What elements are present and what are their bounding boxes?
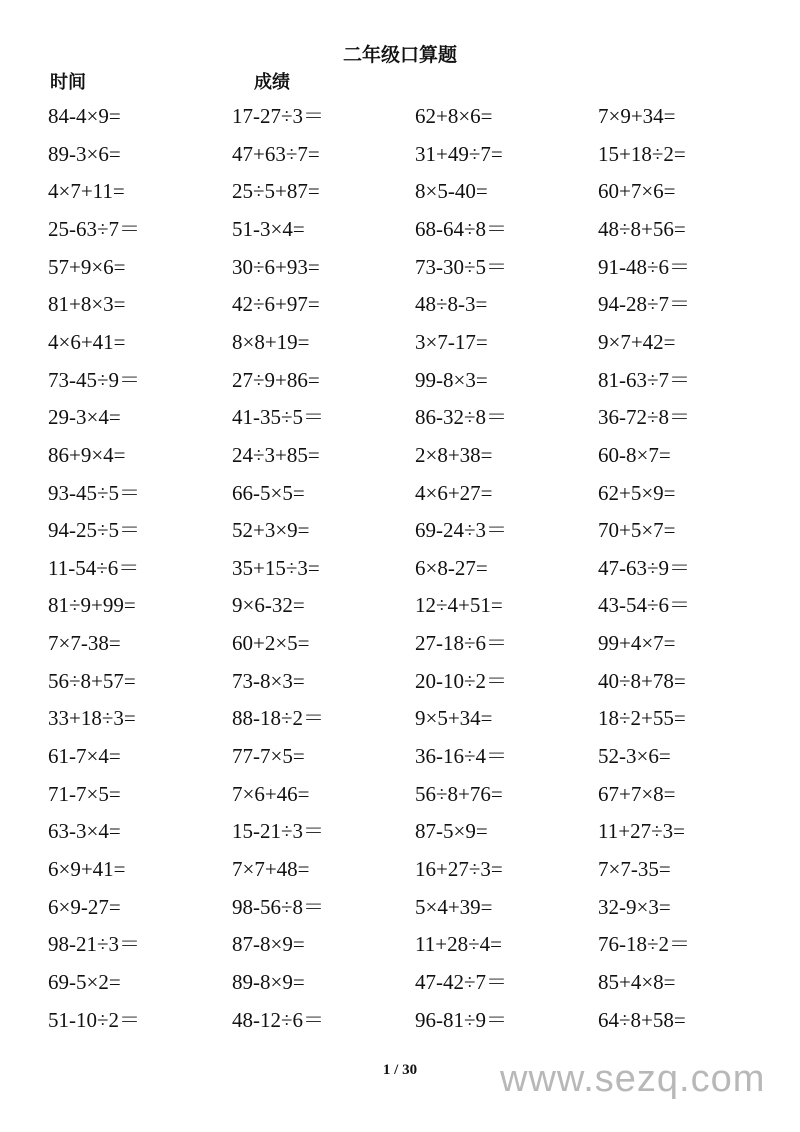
- math-problem: 15+18÷2=: [598, 141, 686, 166]
- math-problem: 96-81÷9＝: [415, 1007, 508, 1032]
- math-problem: 87-5×9=: [415, 819, 488, 844]
- math-problem: 56÷8+57=: [48, 668, 136, 693]
- math-problem: 9×5+34=: [415, 706, 493, 731]
- math-problem: 48-12÷6＝: [232, 1007, 325, 1032]
- math-problem: 94-25÷5＝: [48, 518, 141, 543]
- math-problem: 20-10÷2＝: [415, 668, 508, 693]
- math-problem: 61-7×4=: [48, 744, 121, 769]
- math-problem: 70+5×7=: [598, 518, 676, 543]
- score-label: 成绩: [254, 72, 290, 92]
- math-problem: 30÷6+93=: [232, 254, 320, 279]
- math-problem: 86-32÷8＝: [415, 405, 508, 430]
- math-problem: 51-10÷2＝: [48, 1007, 141, 1032]
- math-problem: 47+63÷7=: [232, 141, 320, 166]
- math-problem: 99+4×7=: [598, 631, 676, 656]
- math-problem: 16+27÷3=: [415, 857, 503, 881]
- math-problem: 25÷5+87=: [232, 179, 320, 204]
- math-problem: 11-54÷6＝: [48, 555, 140, 580]
- time-label: 时间: [50, 72, 86, 92]
- math-problem: 60+2×5=: [232, 631, 310, 656]
- math-problem: 7×9+34=: [598, 104, 676, 128]
- math-problem: 76-18÷2＝: [598, 932, 691, 957]
- math-problem: 48÷8-3=: [415, 292, 488, 317]
- math-problem: 87-8×9=: [232, 932, 305, 957]
- math-problem: 31+49÷7=: [415, 141, 503, 166]
- math-problem: 17-27÷3＝: [232, 104, 325, 128]
- math-problem: 7×7+48=: [232, 857, 310, 881]
- math-problem: 84-4×9=: [48, 104, 121, 128]
- math-problem: 7×6+46=: [232, 781, 310, 806]
- math-problem: 99-8×3=: [415, 367, 488, 392]
- math-problem: 93-45÷5＝: [48, 480, 141, 505]
- math-problem: 52+3×9=: [232, 518, 310, 543]
- math-problem: 89-3×6=: [48, 141, 121, 166]
- math-problem: 60+7×6=: [598, 179, 676, 204]
- math-problem: 9×6-32=: [232, 593, 305, 618]
- math-problem: 52-3×6=: [598, 744, 671, 769]
- math-problem: 48÷8+56=: [598, 216, 686, 241]
- math-problem: 40÷8+78=: [598, 668, 686, 693]
- math-problem: 4×7+11=: [48, 179, 125, 204]
- math-problem: 33+18÷3=: [48, 706, 136, 731]
- math-problem: 8×5-40=: [415, 179, 488, 204]
- math-problem: 71-7×5=: [48, 781, 121, 806]
- math-problem: 8×8+19=: [232, 329, 310, 354]
- math-problem: 85+4×8=: [598, 969, 676, 994]
- math-problem: 11+28÷4=: [415, 932, 502, 957]
- math-problem: 27÷9+86=: [232, 367, 320, 392]
- math-problem: 24÷3+85=: [232, 442, 320, 467]
- math-problem: 63-3×4=: [48, 819, 121, 844]
- math-problem: 4×6+41=: [48, 329, 126, 354]
- math-problem: 43-54÷6＝: [598, 593, 691, 618]
- math-problem: 18÷2+55=: [598, 706, 686, 731]
- math-problem: 66-5×5=: [232, 480, 305, 505]
- math-problem: 91-48÷6＝: [598, 254, 691, 279]
- math-problem: 5×4+39=: [415, 894, 493, 919]
- math-problem: 81-63÷7＝: [598, 367, 691, 392]
- math-problem: 27-18÷6＝: [415, 631, 508, 656]
- math-problem: 69-24÷3＝: [415, 518, 508, 543]
- math-problem: 36-16÷4＝: [415, 744, 508, 769]
- math-problem: 62+8×6=: [415, 104, 493, 128]
- math-problem: 9×7+42=: [598, 329, 676, 354]
- math-problem: 73-45÷9＝: [48, 367, 141, 392]
- math-problem: 68-64÷8＝: [415, 216, 508, 241]
- math-problem: 73-8×3=: [232, 668, 305, 693]
- math-problem: 7×7-38=: [48, 631, 121, 656]
- math-problem: 29-3×4=: [48, 405, 121, 430]
- math-problem: 67+7×8=: [598, 781, 676, 806]
- math-problem: 94-28÷7＝: [598, 292, 691, 317]
- math-problem: 3×7-17=: [415, 329, 488, 354]
- math-problem: 15-21÷3＝: [232, 819, 325, 844]
- math-problem: 60-8×7=: [598, 442, 671, 467]
- math-problem: 42÷6+97=: [232, 292, 320, 317]
- math-problem: 6×9+41=: [48, 857, 126, 881]
- math-problem: 47-63÷9＝: [598, 555, 691, 580]
- math-problem: 81÷9+99=: [48, 593, 136, 618]
- math-problem: 89-8×9=: [232, 969, 305, 994]
- page-title: 二年级口算题: [342, 45, 457, 66]
- math-problem: 47-42÷7＝: [415, 969, 508, 994]
- math-problem: 12÷4+51=: [415, 593, 503, 618]
- watermark: www.sezq.com: [500, 1058, 766, 1100]
- math-problem: 77-7×5=: [232, 744, 305, 769]
- math-problem: 64÷8+58=: [598, 1007, 686, 1032]
- math-problem: 86+9×4=: [48, 442, 126, 467]
- math-problem: 88-18÷2＝: [232, 706, 325, 731]
- math-problem: 25-63÷7＝: [48, 216, 141, 241]
- math-problem: 51-3×4=: [232, 216, 305, 241]
- math-problem: 69-5×2=: [48, 969, 121, 994]
- math-problem: 7×7-35=: [598, 857, 671, 881]
- math-problem: 98-21÷3＝: [48, 932, 141, 957]
- math-problem: 6×8-27=: [415, 555, 488, 580]
- math-problem: 81+8×3=: [48, 292, 126, 317]
- math-problem: 41-35÷5＝: [232, 405, 325, 430]
- math-problem: 32-9×3=: [598, 894, 671, 919]
- page-indicator: 1 / 30: [382, 1062, 418, 1078]
- math-problem: 6×9-27=: [48, 894, 121, 919]
- math-problem: 36-72÷8＝: [598, 405, 691, 430]
- math-problem: 4×6+27=: [415, 480, 493, 505]
- math-problem: 57+9×6=: [48, 254, 126, 279]
- math-problem: 56÷8+76=: [415, 781, 503, 806]
- math-problem: 73-30÷5＝: [415, 254, 508, 279]
- math-problem: 35+15÷3=: [232, 555, 320, 580]
- math-problem: 62+5×9=: [598, 480, 676, 505]
- math-problem: 11+27÷3=: [598, 819, 685, 844]
- math-problem: 98-56÷8＝: [232, 894, 325, 919]
- math-problem: 2×8+38=: [415, 442, 493, 467]
